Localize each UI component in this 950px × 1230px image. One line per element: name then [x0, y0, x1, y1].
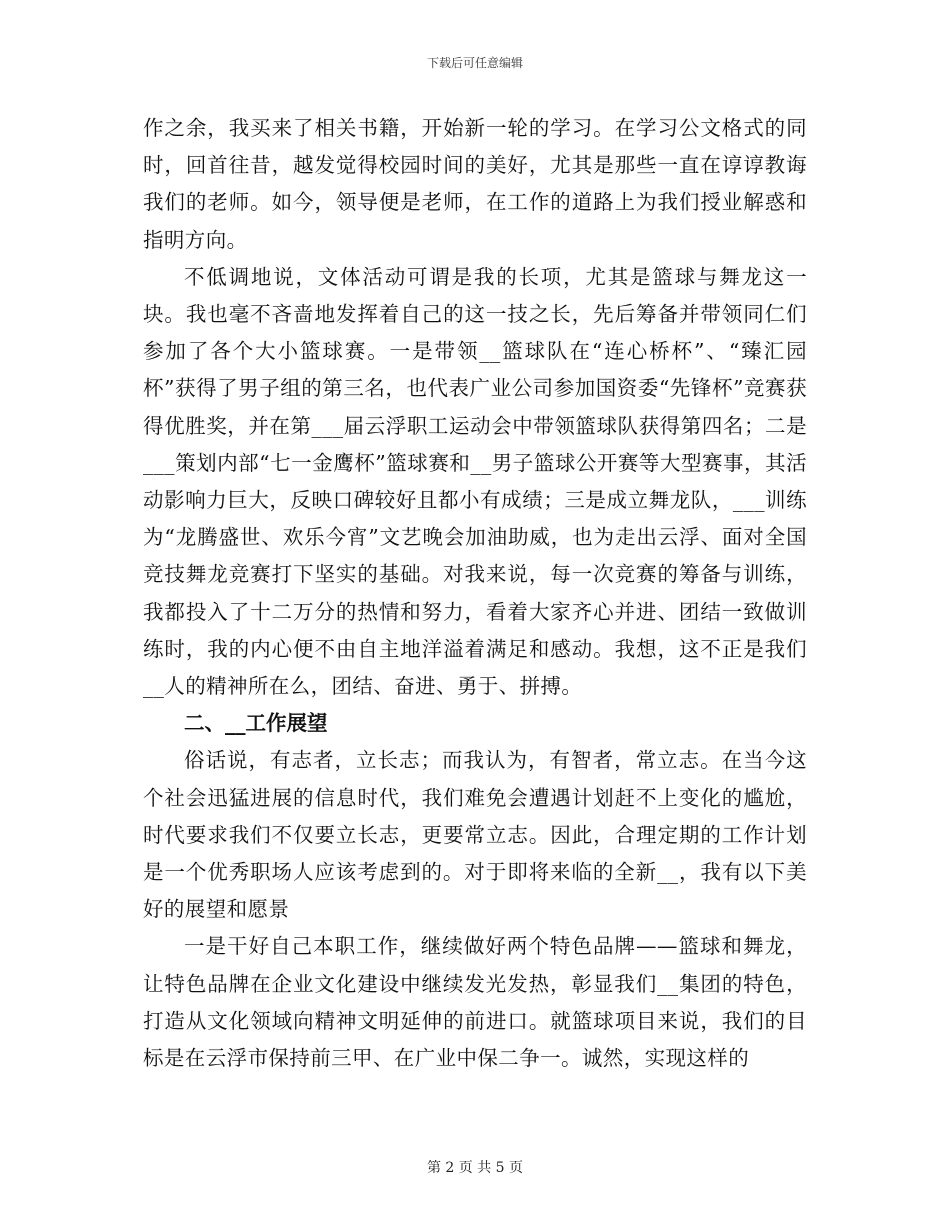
paragraph-goals: 一是干好自己本职工作，继续做好两个特色品牌——篮球和舞龙，让特色品牌在企业文化建设中继续发光发热，彰显我们__集团的特色，打造从文化领域向精神文明延伸的前进口。就篮球项目来说，我们的目标是在云浮市保持前三甲、在广业中保二争一。诚然，实现这样的: [143, 934, 807, 1071]
page-footer: 第 2 页 共 5 页: [426, 1160, 524, 1176]
paragraph-outlook: 俗话说，有志者，立长志；而我认为，有智者，常立志。在当今这个社会迅猛进展的信息时代，我们难免会遭遇计划赶不上变化的尴尬，时代要求我们不仅要立长志，更要常立志。因此，合理定期的工作计划是一个优秀职场人应该考虑到的。对于即将来临的全新__，我有以下美好的展望和愿景: [143, 748, 807, 922]
page-header: 下载后可任意编辑: [426, 56, 523, 70]
paragraph-continuation: 作之余，我买来了相关书籍，开始新一轮的学习。在学习公文格式的同时，回首往昔，越发觉得校园时间的美好，尤其是那些一直在谆谆教诲我们的老师。如今，领导便是老师，在工作的道路上为我们授业解惑和指明方向。: [143, 116, 807, 252]
document-body: [143, 110, 807, 1077]
paragraph-activities: 不低调地说，文体活动可谓是我的长项，尤其是篮球与舞龙这一块。我也毫不吝啬地发挥着自己的这一技之长，先后筹备并带领同仁们参加了各个大小篮球赛。一是带领__篮球队在“连心桥杯”、“臻汇园杯”获得了男子组的第三名，也代表广业公司参加国资委“先锋杯”竞赛获得优胜奖，并在第___届云浮职工运动会中带领篮球队获得第四名；二是___策划内部“七一金鹰杯”篮球赛和__男子篮球公开赛等大型赛事，其活动影响力巨大，反映口碑较好且都小有成绩；三是成立舞龙队，___训练为“龙腾盛世、欢乐今宵”文艺晚会加油助威，也为走出云浮、面对全国竞技舞龙竞赛打下坚实的基础。对我来说，每一次竞赛的筹备与训练，我都投入了十二万分的热情和努力，看着大家齐心并进、团结一致做训练时，我的内心便不由自主地洋溢着满足和感动。我想，这不正是我们__人的精神所在么，团结、奋进、勇于、拼搏。: [143, 264, 807, 699]
section-heading: 二、__工作展望: [184, 711, 328, 736]
